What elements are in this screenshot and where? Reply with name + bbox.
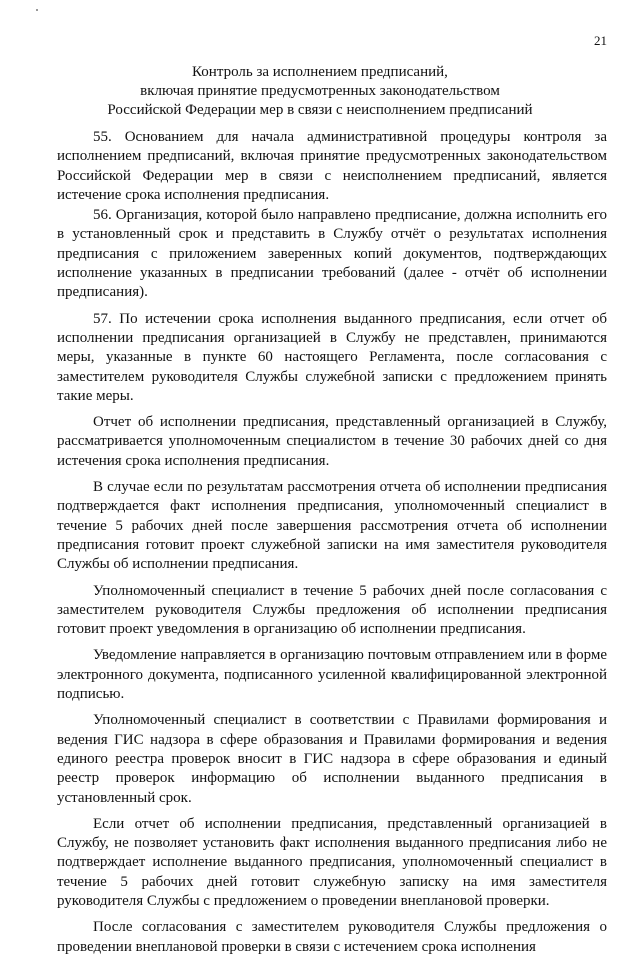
scan-artifact [36,9,38,11]
paragraph: Уполномоченный специалист в соответствии с Правилами формирования и ведения ГИС надзора в сфере образования и Правилами формирования и ведения единого реестра проверок вносит в ГИС надзора в сфере образования и единый реестр проверок информацию об исполнении выданного предписания в установленный срок. [57,712,607,806]
paragraph-56: 56. Организация, которой было направлено предписание, должна исполнить его в установленный срок и представить в Службу отчёт о результатах исполнения предписания с приложением заверенных копий документов, подтверждающих исполнение указанных в предписании требований (далее - отчёт об исполнении предписания). [57,207,607,301]
section-title-line: включая принятие предусмотренных законодательством [140,83,500,99]
document-body [57,128,607,957]
paragraph: Отчет об исполнении предписания, представленный организацией в Службу, рассматривается уполномоченным специалистом в течение 30 рабочих дней со дня истечения срока исполнения предписания. [57,414,607,469]
paragraph-57: 57. По истечении срока исполнения выданного предписания, если отчет об исполнении предписания организацией в Службу не представлен, принимаются меры, указанные в пункте 60 настоящего Регламента, после согласования с заместителем руководителя Службы служебной записки с предложением принять такие меры. [57,310,607,404]
section-title-line: Российской Федерации мер в связи с неисполнением предписаний [107,102,533,118]
paragraph-55: 55. Основанием для начала административной процедуры контроля за исполнением предписаний, включая принятие предусмотренных законодательством Российской Федерации мер в связи с неисполнением предписаний, является истечение срока исполнения предписания. [57,129,607,203]
paragraph: Уполномоченный специалист в течение 5 рабочих дней после согласования с заместителем руководителя Службы предложения об исполнении предписания готовит проект уведомления в организацию об исполнении предписания. [57,582,607,638]
section-title [0,63,640,120]
section-title-line: Контроль за исполнением предписаний, [192,64,448,80]
page-number: 21 [594,33,607,48]
paragraph: После согласования с заместителем руководителя Службы предложения о проведении внеплановой проверки в связи с истечением срока исполнения [57,919,607,955]
paragraph: Уведомление направляется в организацию почтовым отправлением или в форме электронного документа, подписанного усиленной квалифицированной электронной подписью. [57,647,607,703]
paragraph: В случае если по результатам рассмотрения отчета об исполнении предписания подтверждается факт исполнения предписания, уполномоченный специалист в течение 5 рабочих дней после завершения рассмотрения отчета об исполнении предписания готовит проект служебной записки на имя заместителя руководителя Службы об исполнении предписания. [57,479,607,573]
paragraph: Если отчет об исполнении предписания, представленный организацией в Службу, не позволяет установить факт исполнения выданного предписания либо не подтверждает исполнение выданного предписания, уполномоченный специалист в течение 5 рабочих дней готовит служебную записку на имя заместителя руководителя Службы с предложением о проведении внеплановой проверки. [57,815,607,909]
